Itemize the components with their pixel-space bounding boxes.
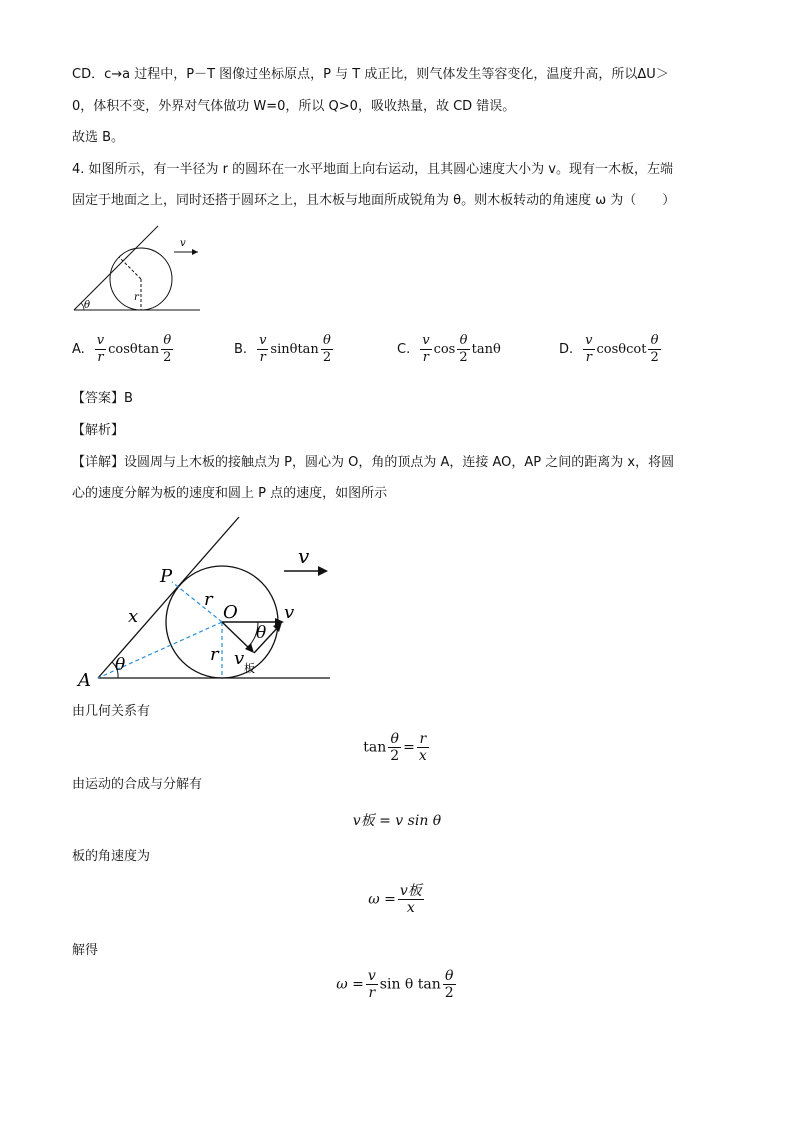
big-O-label: O <box>223 602 238 623</box>
big-r1-label: r <box>204 589 213 610</box>
big-v-board-label: v <box>234 648 245 669</box>
angular-velocity-line: 板的角速度为 <box>72 849 151 864</box>
big-v-side-label: v <box>284 602 295 623</box>
motion-line: 由运动的合成与分解有 <box>72 777 203 792</box>
big-figure <box>70 510 340 695</box>
answer-line: 【答案】B <box>72 391 133 406</box>
small-figure <box>70 222 210 317</box>
option-c: C. $\frac{v}{r}$ cos $\frac{\theta}{2}$ tanθ <box>397 333 501 365</box>
solve-line: 解得 <box>72 943 99 958</box>
small-theta-label: θ <box>84 300 91 311</box>
option-d: D. $\frac{v}{r}$ cosθcot $\frac{\theta}{2}$ <box>559 333 659 365</box>
big-x-label: x <box>128 606 139 627</box>
option-b: B. $\frac{v}{r}$ sinθtan $\frac{\theta}{2}$ <box>234 333 332 365</box>
big-A-label: A <box>78 670 91 691</box>
equation-3: ω = $\frac{\text{v板}}{x}$ <box>368 883 422 916</box>
geometry-line: 由几何关系有 <box>72 704 151 719</box>
cd-line-1: CD．c→a 过程中，P－T 图像过坐标原点，P 与 T 成正比，则气体发生等容变化，温度升高，所以ΔU＞ <box>72 67 669 82</box>
question-4-line-1: 4. 如图所示，有一半径为 r 的圆环在一水平地面上向右运动，且其圆心速度大小为 v。现有一木板，左端 <box>72 162 673 177</box>
detail-line-1: 【详解】设圆周与上木板的接触点为 P，圆心为 O，角的顶点为 A，连接 AO，AP 之间的距离为 x，将圆 <box>72 455 675 470</box>
question-4-line-2: 固定于地面之上，同时还搭于圆环之上，且木板与地面所成锐角为 θ。则木板转动的角速度 ω 为（ ） <box>72 193 676 208</box>
choose-line: 故选 B。 <box>72 130 125 145</box>
equation-4: ω = $\frac{v}{r}$ sin θ tan $\frac{\theta}{2}$ <box>336 968 454 1001</box>
big-theta-angle-ground: θ <box>115 655 126 675</box>
analysis-heading: 【解析】 <box>72 423 125 438</box>
equation-1: tan $\frac{\theta}{2}$ = $\frac{r}{x}$ <box>363 731 427 764</box>
detail-line-2: 心的速度分解为板的速度和圆上 P 点的速度，如图所示 <box>72 486 388 501</box>
small-r-label: r <box>134 292 139 303</box>
big-P-label: P <box>160 566 173 587</box>
big-r2-label: r <box>210 644 219 665</box>
equation-2: v板 = v sin θ <box>352 813 442 829</box>
option-a: A. $\frac{v}{r}$ cosθtan $\frac{\theta}{2}$ <box>72 333 172 365</box>
small-v-label: v <box>180 238 186 249</box>
cd-line-2: 0，体积不变，外界对气体做功 W=0，所以 Q>0，吸收热量，故 CD 错误。 <box>72 99 516 114</box>
big-theta-angle-velocity: θ <box>256 623 267 643</box>
big-v-top-label: v <box>298 544 310 568</box>
big-board-subscript: 板 <box>244 662 255 675</box>
